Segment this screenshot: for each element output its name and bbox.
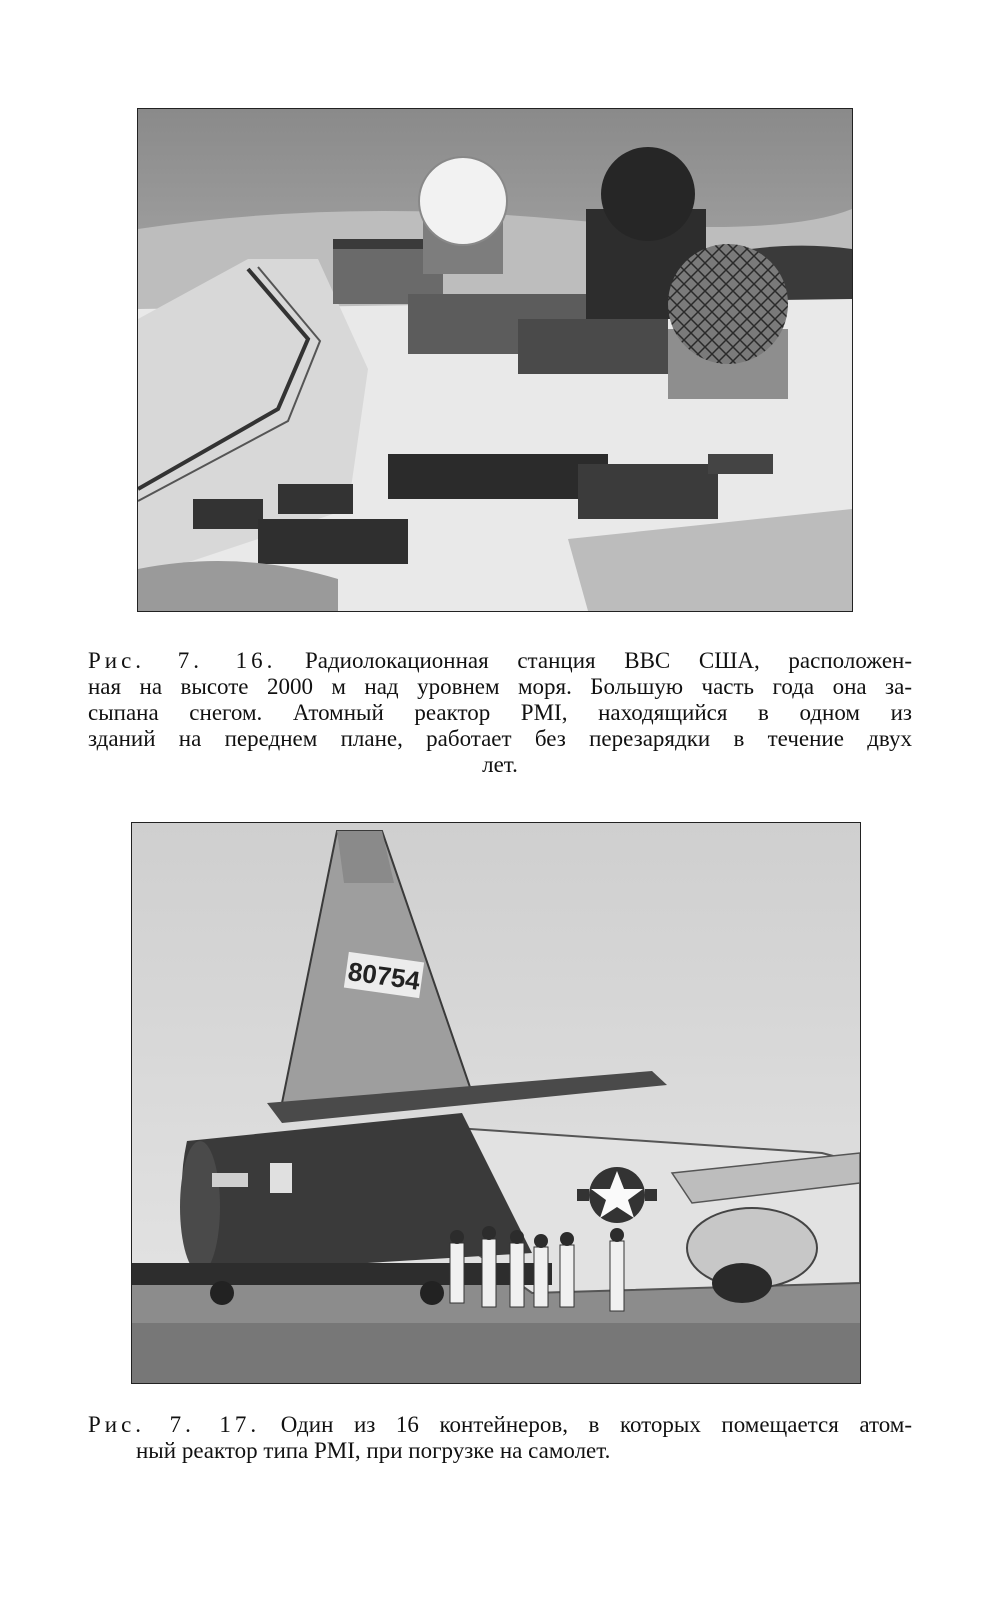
tail-number: 80754 [346, 956, 422, 996]
radar-station-illustration [138, 109, 852, 611]
aircraft-loading-photo [131, 822, 861, 1384]
figure-label: Рис. 7. 16. [88, 648, 277, 673]
caption-line: лет. [482, 752, 518, 777]
caption-line: сыпана снегом. Атомный реактор PMI, находящийся в одном из [88, 700, 912, 725]
figure-7-16-caption [88, 648, 912, 778]
aircraft-illustration [132, 823, 860, 1383]
caption-line: зданий на переднем плане, работает без перезарядки в течение двух [88, 726, 912, 751]
figure-label: Рис. 7. 17. [88, 1412, 261, 1437]
caption-line: ная на высоте 2000 м над уровнем моря. Большую часть года она за- [88, 674, 912, 699]
radar-station-photo [137, 108, 853, 612]
caption-line: ный реактор типа PMI, при погрузке на самолет. [136, 1438, 611, 1463]
caption-line: Один из 16 контейнеров, в которых помещается атом- [280, 1412, 912, 1437]
caption-line: Радиолокационная станция ВВС США, расположен- [304, 648, 913, 673]
figure-7-17-caption [88, 1412, 912, 1464]
